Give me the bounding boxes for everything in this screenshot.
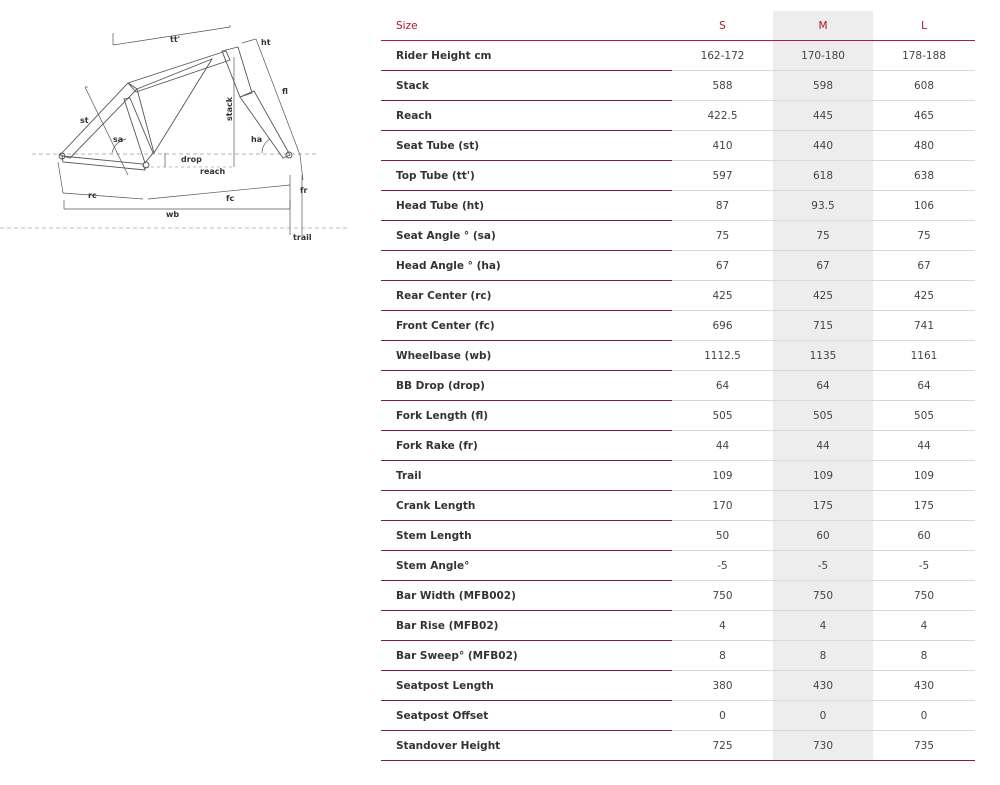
table-row [381, 521, 975, 551]
value-cell-l: 67 [873, 251, 975, 281]
value-cell-m: 60 [773, 521, 873, 551]
value-cell-l: 608 [873, 71, 975, 101]
table-row [381, 611, 975, 641]
parameter-label: Reach [381, 101, 672, 131]
table-row [381, 311, 975, 341]
parameter-label: Fork Rake (fr) [381, 431, 672, 461]
value-cell-m: 170-180 [773, 41, 873, 71]
value-cell-s: 425 [672, 281, 773, 311]
value-cell-s: 422.5 [672, 101, 773, 131]
parameter-label: Stem Angle° [381, 551, 672, 581]
parameter-label: Wheelbase (wb) [381, 341, 672, 371]
value-cell-l: 505 [873, 401, 975, 431]
value-cell-m: 730 [773, 731, 873, 761]
parameter-label: Stack [381, 71, 672, 101]
tt-label: tt' [170, 35, 181, 44]
size-m-header: M [773, 11, 873, 41]
parameter-label: Seatpost Length [381, 671, 672, 701]
table-row [381, 191, 975, 221]
geometry-table [381, 11, 975, 761]
value-cell-m: 109 [773, 461, 873, 491]
value-cell-m: 44 [773, 431, 873, 461]
table-row [381, 401, 975, 431]
stack-label: stack [225, 96, 234, 121]
table-row [381, 641, 975, 671]
table-row [381, 161, 975, 191]
value-cell-s: 750 [672, 581, 773, 611]
value-cell-s: 725 [672, 731, 773, 761]
value-cell-m: 0 [773, 701, 873, 731]
table-row [381, 491, 975, 521]
parameter-label: Seat Angle ° (sa) [381, 221, 672, 251]
parameter-label: Crank Length [381, 491, 672, 521]
parameter-label: Rear Center (rc) [381, 281, 672, 311]
table-row [381, 101, 975, 131]
parameter-label: Bar Width (MFB002) [381, 581, 672, 611]
parameter-label: Seatpost Offset [381, 701, 672, 731]
parameter-label: Head Tube (ht) [381, 191, 672, 221]
value-cell-s: -5 [672, 551, 773, 581]
value-cell-s: 696 [672, 311, 773, 341]
value-cell-m: -5 [773, 551, 873, 581]
value-cell-s: 109 [672, 461, 773, 491]
parameter-label: BB Drop (drop) [381, 371, 672, 401]
frame-geometry-diagram [0, 25, 355, 250]
parameter-label: Top Tube (tt') [381, 161, 672, 191]
value-cell-l: 735 [873, 731, 975, 761]
value-cell-s: 162-172 [672, 41, 773, 71]
value-cell-l: 64 [873, 371, 975, 401]
table-row [381, 371, 975, 401]
sa-label: sa [113, 135, 124, 144]
table-row [381, 701, 975, 731]
table-row [381, 41, 975, 71]
value-cell-l: 106 [873, 191, 975, 221]
parameter-label: Rider Height cm [381, 41, 672, 71]
ha-label: ha [251, 135, 263, 144]
value-cell-m: 715 [773, 311, 873, 341]
value-cell-l: 0 [873, 701, 975, 731]
value-cell-l: 60 [873, 521, 975, 551]
value-cell-m: 93.5 [773, 191, 873, 221]
table-row [381, 551, 975, 581]
value-cell-l: 750 [873, 581, 975, 611]
parameter-label: Trail [381, 461, 672, 491]
parameter-label: Bar Sweep° (MFB02) [381, 641, 672, 671]
value-cell-m: 750 [773, 581, 873, 611]
fc-label: fc [226, 194, 235, 203]
value-cell-m: 440 [773, 131, 873, 161]
value-cell-m: 598 [773, 71, 873, 101]
value-cell-s: 64 [672, 371, 773, 401]
value-cell-m: 75 [773, 221, 873, 251]
value-cell-m: 4 [773, 611, 873, 641]
value-cell-l: 109 [873, 461, 975, 491]
size-s-header: S [672, 11, 773, 41]
ht-label: ht [261, 38, 271, 47]
value-cell-s: 87 [672, 191, 773, 221]
value-cell-l: 741 [873, 311, 975, 341]
value-cell-s: 380 [672, 671, 773, 701]
fl-label: fl [282, 87, 288, 96]
table-row [381, 341, 975, 371]
value-cell-s: 8 [672, 641, 773, 671]
value-cell-l: 178-188 [873, 41, 975, 71]
value-cell-s: 597 [672, 161, 773, 191]
value-cell-s: 588 [672, 71, 773, 101]
value-cell-m: 505 [773, 401, 873, 431]
size-column-header: Size [381, 11, 672, 41]
value-cell-m: 618 [773, 161, 873, 191]
value-cell-l: 638 [873, 161, 975, 191]
value-cell-s: 1112.5 [672, 341, 773, 371]
value-cell-s: 410 [672, 131, 773, 161]
value-cell-s: 67 [672, 251, 773, 281]
st-label: st [80, 116, 89, 125]
value-cell-m: 8 [773, 641, 873, 671]
value-cell-l: -5 [873, 551, 975, 581]
value-cell-l: 430 [873, 671, 975, 701]
value-cell-s: 75 [672, 221, 773, 251]
reach-label: reach [200, 167, 226, 176]
table-row [381, 251, 975, 281]
table-row [381, 461, 975, 491]
parameter-label: Bar Rise (MFB02) [381, 611, 672, 641]
trail-label: trail [293, 233, 312, 242]
value-cell-l: 175 [873, 491, 975, 521]
value-cell-s: 170 [672, 491, 773, 521]
value-cell-m: 425 [773, 281, 873, 311]
table-row [381, 671, 975, 701]
table-row [381, 731, 975, 761]
table-row [381, 131, 975, 161]
value-cell-m: 67 [773, 251, 873, 281]
value-cell-l: 4 [873, 611, 975, 641]
frame-outline [59, 47, 292, 170]
fr-label: fr [300, 186, 308, 195]
value-cell-l: 425 [873, 281, 975, 311]
table-row [381, 431, 975, 461]
parameter-label: Standover Height [381, 731, 672, 761]
parameter-label: Stem Length [381, 521, 672, 551]
table-row [381, 71, 975, 101]
value-cell-m: 430 [773, 671, 873, 701]
value-cell-l: 1161 [873, 341, 975, 371]
value-cell-l: 44 [873, 431, 975, 461]
parameter-label: Fork Length (fl) [381, 401, 672, 431]
value-cell-s: 50 [672, 521, 773, 551]
value-cell-m: 445 [773, 101, 873, 131]
value-cell-l: 75 [873, 221, 975, 251]
drop-label: drop [181, 155, 202, 164]
value-cell-s: 505 [672, 401, 773, 431]
value-cell-s: 44 [672, 431, 773, 461]
value-cell-l: 480 [873, 131, 975, 161]
table-body [381, 41, 975, 761]
wb-label: wb [166, 210, 180, 219]
table-header-row [381, 11, 975, 41]
value-cell-m: 1135 [773, 341, 873, 371]
rc-label: rc [88, 191, 97, 200]
value-cell-l: 8 [873, 641, 975, 671]
value-cell-s: 4 [672, 611, 773, 641]
parameter-label: Seat Tube (st) [381, 131, 672, 161]
value-cell-l: 465 [873, 101, 975, 131]
value-cell-m: 64 [773, 371, 873, 401]
measurement-lines [58, 25, 303, 235]
table-row [381, 581, 975, 611]
table-row [381, 281, 975, 311]
value-cell-s: 0 [672, 701, 773, 731]
size-l-header: L [873, 11, 975, 41]
value-cell-m: 175 [773, 491, 873, 521]
parameter-label: Front Center (fc) [381, 311, 672, 341]
parameter-label: Head Angle ° (ha) [381, 251, 672, 281]
table-row [381, 221, 975, 251]
